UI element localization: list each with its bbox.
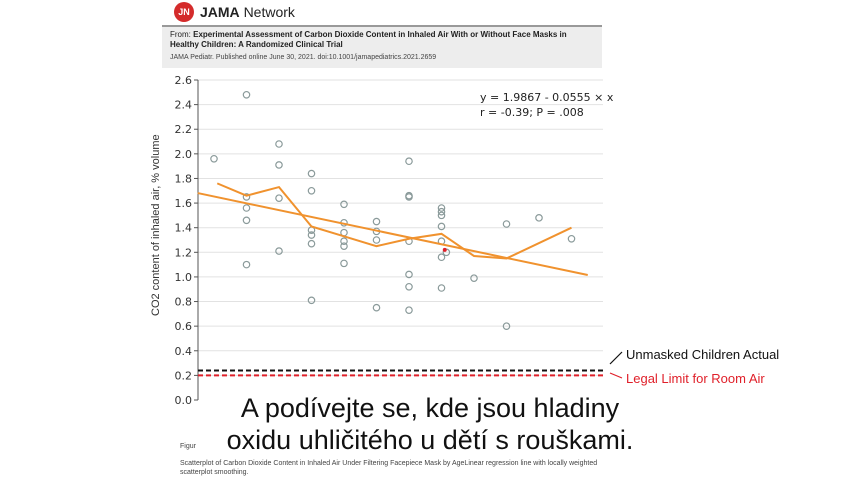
data-point — [308, 170, 314, 176]
regression-line — [198, 193, 588, 275]
data-point — [503, 221, 509, 227]
logo-suffix: Network — [243, 4, 295, 20]
y-tick-label: 0.8 — [174, 295, 192, 309]
data-point — [308, 188, 314, 194]
data-point — [406, 158, 412, 164]
data-point — [243, 92, 249, 98]
data-point — [373, 237, 379, 243]
data-point — [406, 307, 412, 313]
citation: JAMA Pediatr. Published online June 30, 2021. doi:10.1001/jamapediatrics.2021.2659 — [170, 54, 437, 61]
y-tick-label: 2.2 — [174, 123, 192, 137]
data-point — [308, 297, 314, 303]
logo-brand: JAMA — [200, 4, 240, 20]
y-tick-label: 2.4 — [174, 98, 192, 112]
y-tick-label: 0.4 — [174, 344, 192, 358]
data-point — [211, 156, 217, 162]
data-point — [243, 261, 249, 267]
unmasked-arrow-icon — [610, 352, 622, 364]
y-tick-label: 2.6 — [174, 74, 192, 87]
overlay-subtitle — [205, 392, 655, 456]
y-tick-label: 1.4 — [174, 221, 192, 235]
y-tick-label: 0.2 — [174, 369, 192, 383]
data-point — [243, 205, 249, 211]
legal-arrow-icon — [610, 373, 622, 378]
highlight-point — [443, 248, 447, 252]
regression-stats: r = -0.39; P = .008 — [480, 106, 584, 119]
y-tick-label: 1.8 — [174, 172, 192, 186]
overlay-line-1: A podívejte se, kde jsou hladiny — [240, 393, 620, 423]
data-point — [438, 223, 444, 229]
y-tick-label: 2.0 — [174, 147, 192, 161]
data-point — [406, 284, 412, 290]
data-point — [341, 201, 347, 207]
data-point — [243, 217, 249, 223]
data-point — [471, 275, 477, 281]
from-label: From: — [170, 30, 191, 39]
data-point — [438, 285, 444, 291]
article-title[interactable]: Experimental Assessment of Carbon Dioxide Content in Inhaled Air With or Without Face Masks in Healthy Children: A Randomized Clinical Trial — [170, 30, 567, 49]
data-point — [276, 141, 282, 147]
data-point — [373, 218, 379, 224]
figure-label: Figur — [180, 443, 196, 450]
data-point — [373, 304, 379, 310]
y-tick-label: 1.6 — [174, 197, 192, 211]
loess-line — [217, 183, 571, 258]
data-point — [568, 236, 574, 242]
data-point — [536, 215, 542, 221]
data-point — [308, 240, 314, 246]
data-point — [276, 162, 282, 168]
jama-logo-mark: JN — [174, 2, 194, 22]
y-tick-label: 1.2 — [174, 246, 192, 260]
y-tick-label: 1.0 — [174, 270, 192, 284]
y-tick-label: 0.6 — [174, 320, 192, 334]
data-point — [276, 248, 282, 254]
legal-limit-annotation: Legal Limit for Room Air — [626, 371, 765, 386]
regression-equation: y = 1.9867 - 0.0555 × x — [480, 91, 614, 104]
overlay-line-2: oxidu uhličitého u dětí s rouškami. — [226, 425, 634, 455]
y-tick-label: 0.0 — [174, 394, 192, 407]
unmasked-annotation: Unmasked Children Actual — [626, 347, 780, 362]
data-point — [276, 195, 282, 201]
y-axis-label: CO2 content of inhaled air, % volume — [150, 134, 162, 316]
data-point — [341, 260, 347, 266]
figure-caption: Scatterplot of Carbon Dioxide Content in Inhaled Air Under Filtering Facepiece Mask by AgeLinear regression line with locally weighted scatterplot smoothing. — [180, 460, 598, 476]
